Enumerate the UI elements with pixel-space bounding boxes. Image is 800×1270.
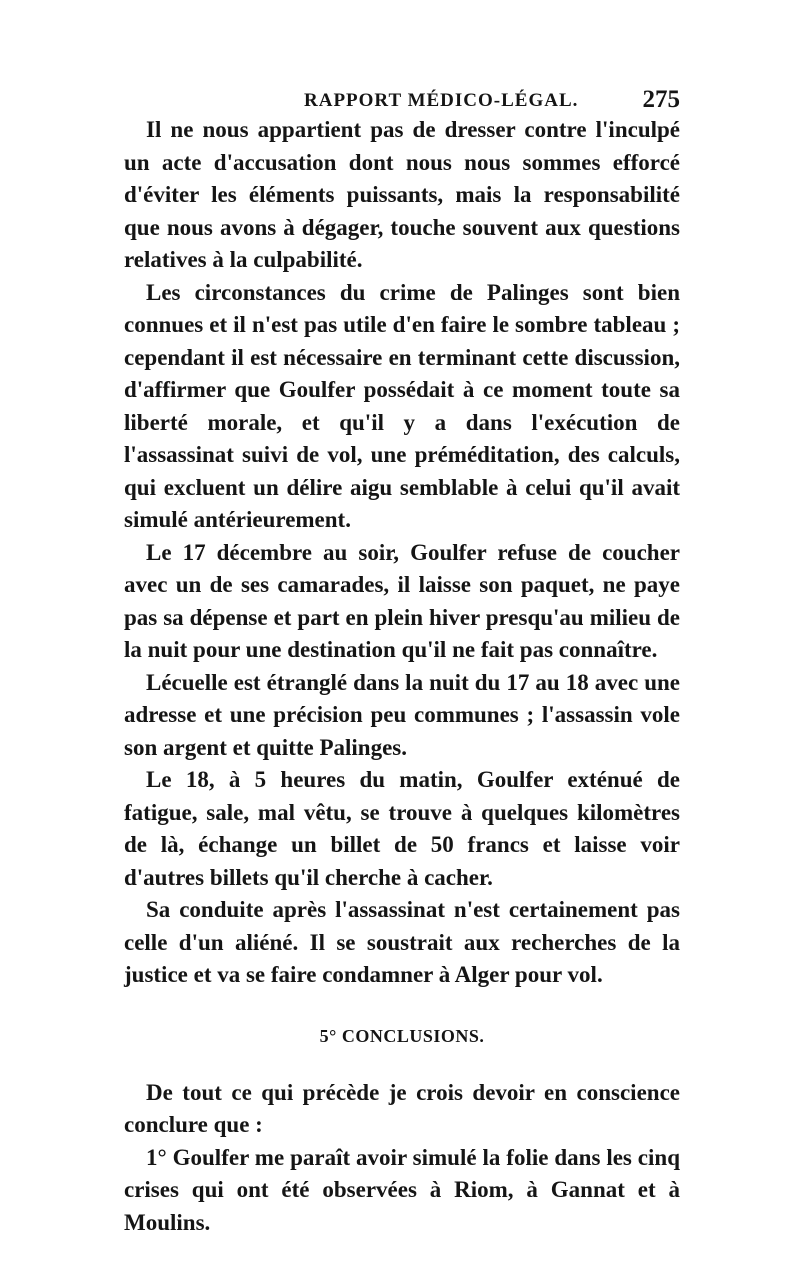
paragraph-conclusion-1: 1° Goulfer me paraît avoir simulé la folie dans les cinq crises qui ont été observées à Riom, à Gannat et à Moulins. [124,1144,680,1235]
main-text [124,114,680,1239]
paragraph-strangled: Lécuelle est étranglé dans la nuit du 17 au 18 avec une adresse et une précision peu communes ; l'assassin vole son argent et quitte Palinges. [124,669,680,760]
paragraph-december-18: Le 18, à 5 heures du matin, Goulfer exténué de fatigue, sale, mal vêtu, se trouve à quelques kilomètres de là, échange un billet de 50 francs et laisse voir d'autres billets qu'il cherche à cacher. [124,767,680,890]
paragraph-december-17: Le 17 décembre au soir, Goulfer refuse de coucher avec un de ses camarades, il laisse son paquet, ne paye pas sa dépense et part en plein hiver presqu'au milieu de la nuit pour une destination qu'il ne fait pas connaître. [124,539,680,662]
paragraph-circumstances: Les circonstances du crime de Palinges sont bien connues et il n'est pas utile d'en faire le sombre tableau ; cependant il est nécessaire en terminant cette discussion, d'affirmer que Goulfer possédait à ce moment toute sa liberté morale, et qu'il y a dans l'exécution de l'assassinat suivi de vol, une préméditation, des calculs, qui excluent un délire aigu semblable à celui qu'il avait simulé antérieurement. [124,279,680,532]
paragraph-conduct: Sa conduite après l'assassinat n'est certainement pas celle d'un aliéné. Il se soustrait aux recherches de la justice et va se faire condamner à Alger pour vol. [124,897,680,987]
running-title: RAPPORT MÉDICO-LÉGAL. [304,90,579,111]
paragraph-conclusion-intro: De tout ce qui précède je crois devoir en conscience conclure que : [124,1079,680,1137]
section-title-text: 5° CONCLUSIONS. [319,1025,485,1046]
running-head [124,86,680,116]
section-title-conclusions [124,1019,680,1053]
page-number: 275 [642,86,680,113]
paragraph-responsibility: Il ne nous appartient pas de dresser contre l'inculpé un acte d'accusation dont nous nous sommes efforcé d'éviter les éléments puissants, mais la responsabilité que nous avons à dégager, touche souvent aux questions relatives à la culpabilité. [124,117,680,272]
